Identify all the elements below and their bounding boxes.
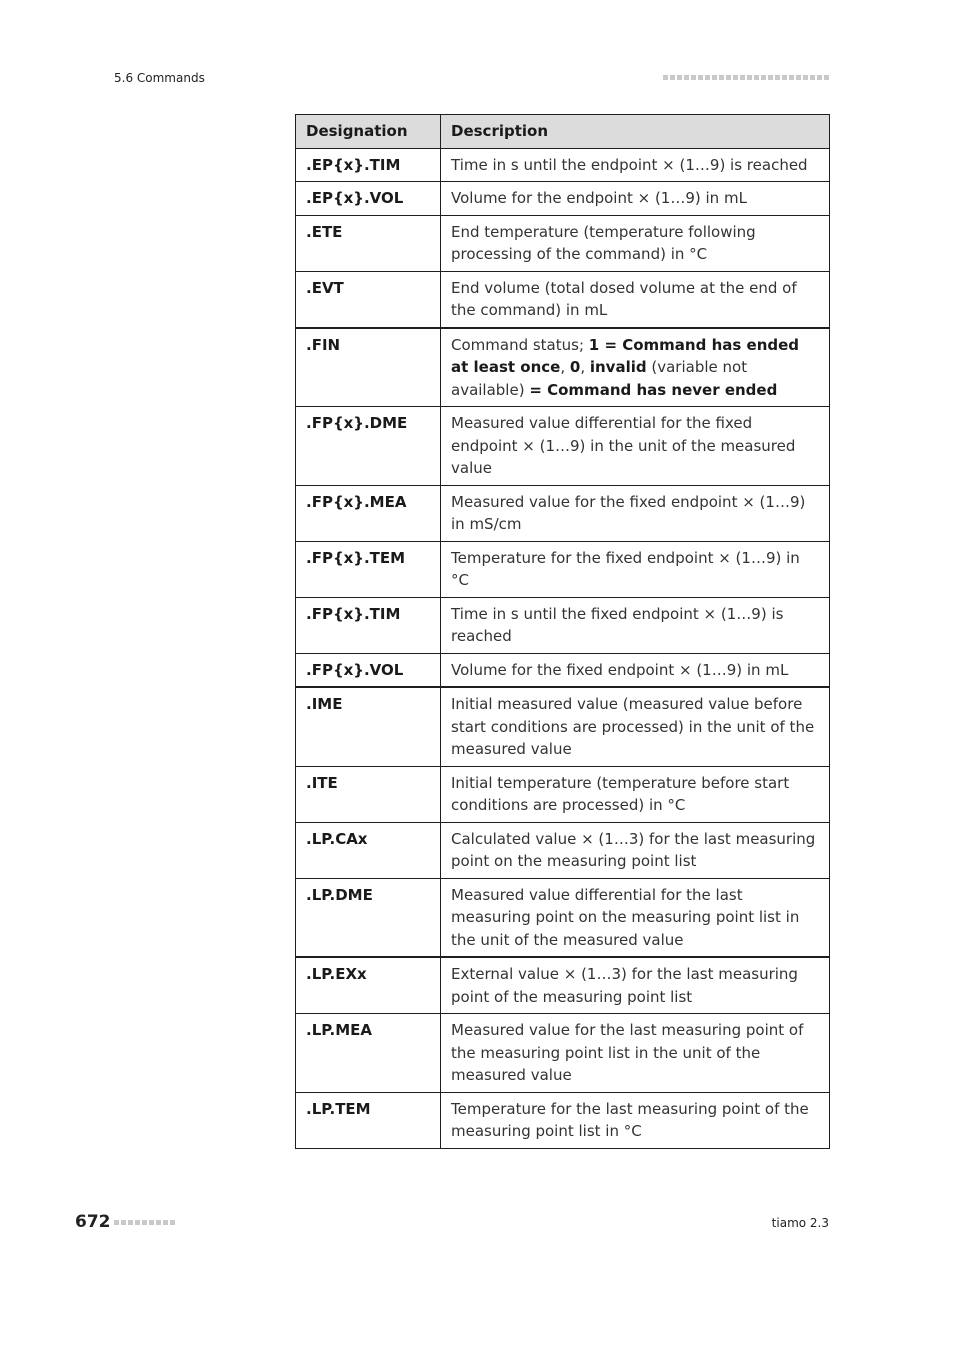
table-row bbox=[296, 485, 830, 541]
designation-cell: .ETE bbox=[296, 215, 441, 271]
product-name: tiamo 2.3 bbox=[771, 1216, 829, 1230]
page-number: 672 bbox=[75, 1212, 111, 1232]
table-row bbox=[296, 1014, 830, 1093]
description-bold-text: 0 bbox=[569, 358, 581, 376]
description-text: , bbox=[560, 358, 570, 376]
table-row bbox=[296, 766, 830, 822]
table-row bbox=[296, 878, 830, 957]
designation-cell: .FP{x}.TEM bbox=[296, 541, 441, 597]
designation-cell: .LP.DME bbox=[296, 878, 441, 957]
description-cell: Initial temperature (temperature before start conditions are processed) in °C bbox=[441, 766, 830, 822]
table-row bbox=[296, 957, 830, 1014]
header-decoration-dots bbox=[663, 75, 829, 80]
table-row bbox=[296, 182, 830, 216]
designation-cell: .FP{x}.TIM bbox=[296, 597, 441, 653]
table-row bbox=[296, 822, 830, 878]
table-row bbox=[296, 597, 830, 653]
designation-cell: .FP{x}.VOL bbox=[296, 653, 441, 687]
column-header-designation: Designation bbox=[296, 115, 441, 149]
description-bold-text: = Command has never ended bbox=[529, 380, 778, 399]
designation-cell: .EP{x}.TIM bbox=[296, 148, 441, 182]
designation-cell: .LP.EXx bbox=[296, 957, 441, 1014]
description-cell: Calculated value × (1…3) for the last measuring point on the measuring point list bbox=[441, 822, 830, 878]
description-text: (variable not available) bbox=[451, 358, 748, 399]
description-cell: Volume for the fixed endpoint × (1…9) in mL bbox=[441, 653, 830, 687]
table-row bbox=[296, 148, 830, 182]
designation-cell: .IME bbox=[296, 687, 441, 766]
command-variables-table bbox=[295, 114, 830, 1149]
description-cell: End temperature (temperature following processing of the command) in °C bbox=[441, 215, 830, 271]
designation-cell: .ITE bbox=[296, 766, 441, 822]
table-row bbox=[296, 215, 830, 271]
designation-cell: .LP.MEA bbox=[296, 1014, 441, 1093]
table-row bbox=[296, 328, 830, 407]
table-row bbox=[296, 407, 830, 486]
description-cell: Temperature for the fixed endpoint × (1…9) in °C bbox=[441, 541, 830, 597]
description-cell: Measured value differential for the last measuring point on the measuring point list in the unit of the measured value bbox=[441, 878, 830, 957]
description-text: Command status; bbox=[451, 335, 589, 354]
description-text: , bbox=[580, 358, 590, 376]
column-header-description: Description bbox=[441, 115, 830, 149]
description-cell: Measured value for the last measuring point of the measuring point list in the unit of the measured value bbox=[441, 1014, 830, 1093]
description-cell bbox=[441, 328, 830, 407]
description-cell: Volume for the endpoint × (1…9) in mL bbox=[441, 182, 830, 216]
designation-cell: .FP{x}.DME bbox=[296, 407, 441, 486]
description-cell: Measured value differential for the fixed endpoint × (1…9) in the unit of the measured value bbox=[441, 407, 830, 486]
designation-cell: .LP.CAx bbox=[296, 822, 441, 878]
description-bold-text: 1 = Command has ended at least once bbox=[451, 335, 800, 376]
description-bold-text: invalid bbox=[589, 358, 647, 376]
designation-cell: .EP{x}.VOL bbox=[296, 182, 441, 216]
description-cell: Measured value for the fixed endpoint × (1…9) in mS/cm bbox=[441, 485, 830, 541]
designation-cell: .FIN bbox=[296, 328, 441, 407]
description-cell: Time in s until the endpoint × (1…9) is reached bbox=[441, 148, 830, 182]
footer-decoration-dots bbox=[114, 1220, 175, 1225]
table-row bbox=[296, 687, 830, 766]
designation-cell: .EVT bbox=[296, 271, 441, 328]
section-title: 5.6 Commands bbox=[114, 71, 205, 85]
description-cell: Temperature for the last measuring point of the measuring point list in °C bbox=[441, 1092, 830, 1148]
table-header-row bbox=[296, 115, 830, 149]
description-cell: Initial measured value (measured value before start conditions are processed) in the unit of the measured value bbox=[441, 687, 830, 766]
description-cell: Time in s until the fixed endpoint × (1…9) is reached bbox=[441, 597, 830, 653]
description-cell: End volume (total dosed volume at the end of the command) in mL bbox=[441, 271, 830, 328]
table-row bbox=[296, 653, 830, 687]
designation-cell: .FP{x}.MEA bbox=[296, 485, 441, 541]
table-row bbox=[296, 1092, 830, 1148]
table-row bbox=[296, 271, 830, 328]
description-cell: External value × (1…3) for the last measuring point of the measuring point list bbox=[441, 957, 830, 1014]
designation-cell: .LP.TEM bbox=[296, 1092, 441, 1148]
table-row bbox=[296, 541, 830, 597]
